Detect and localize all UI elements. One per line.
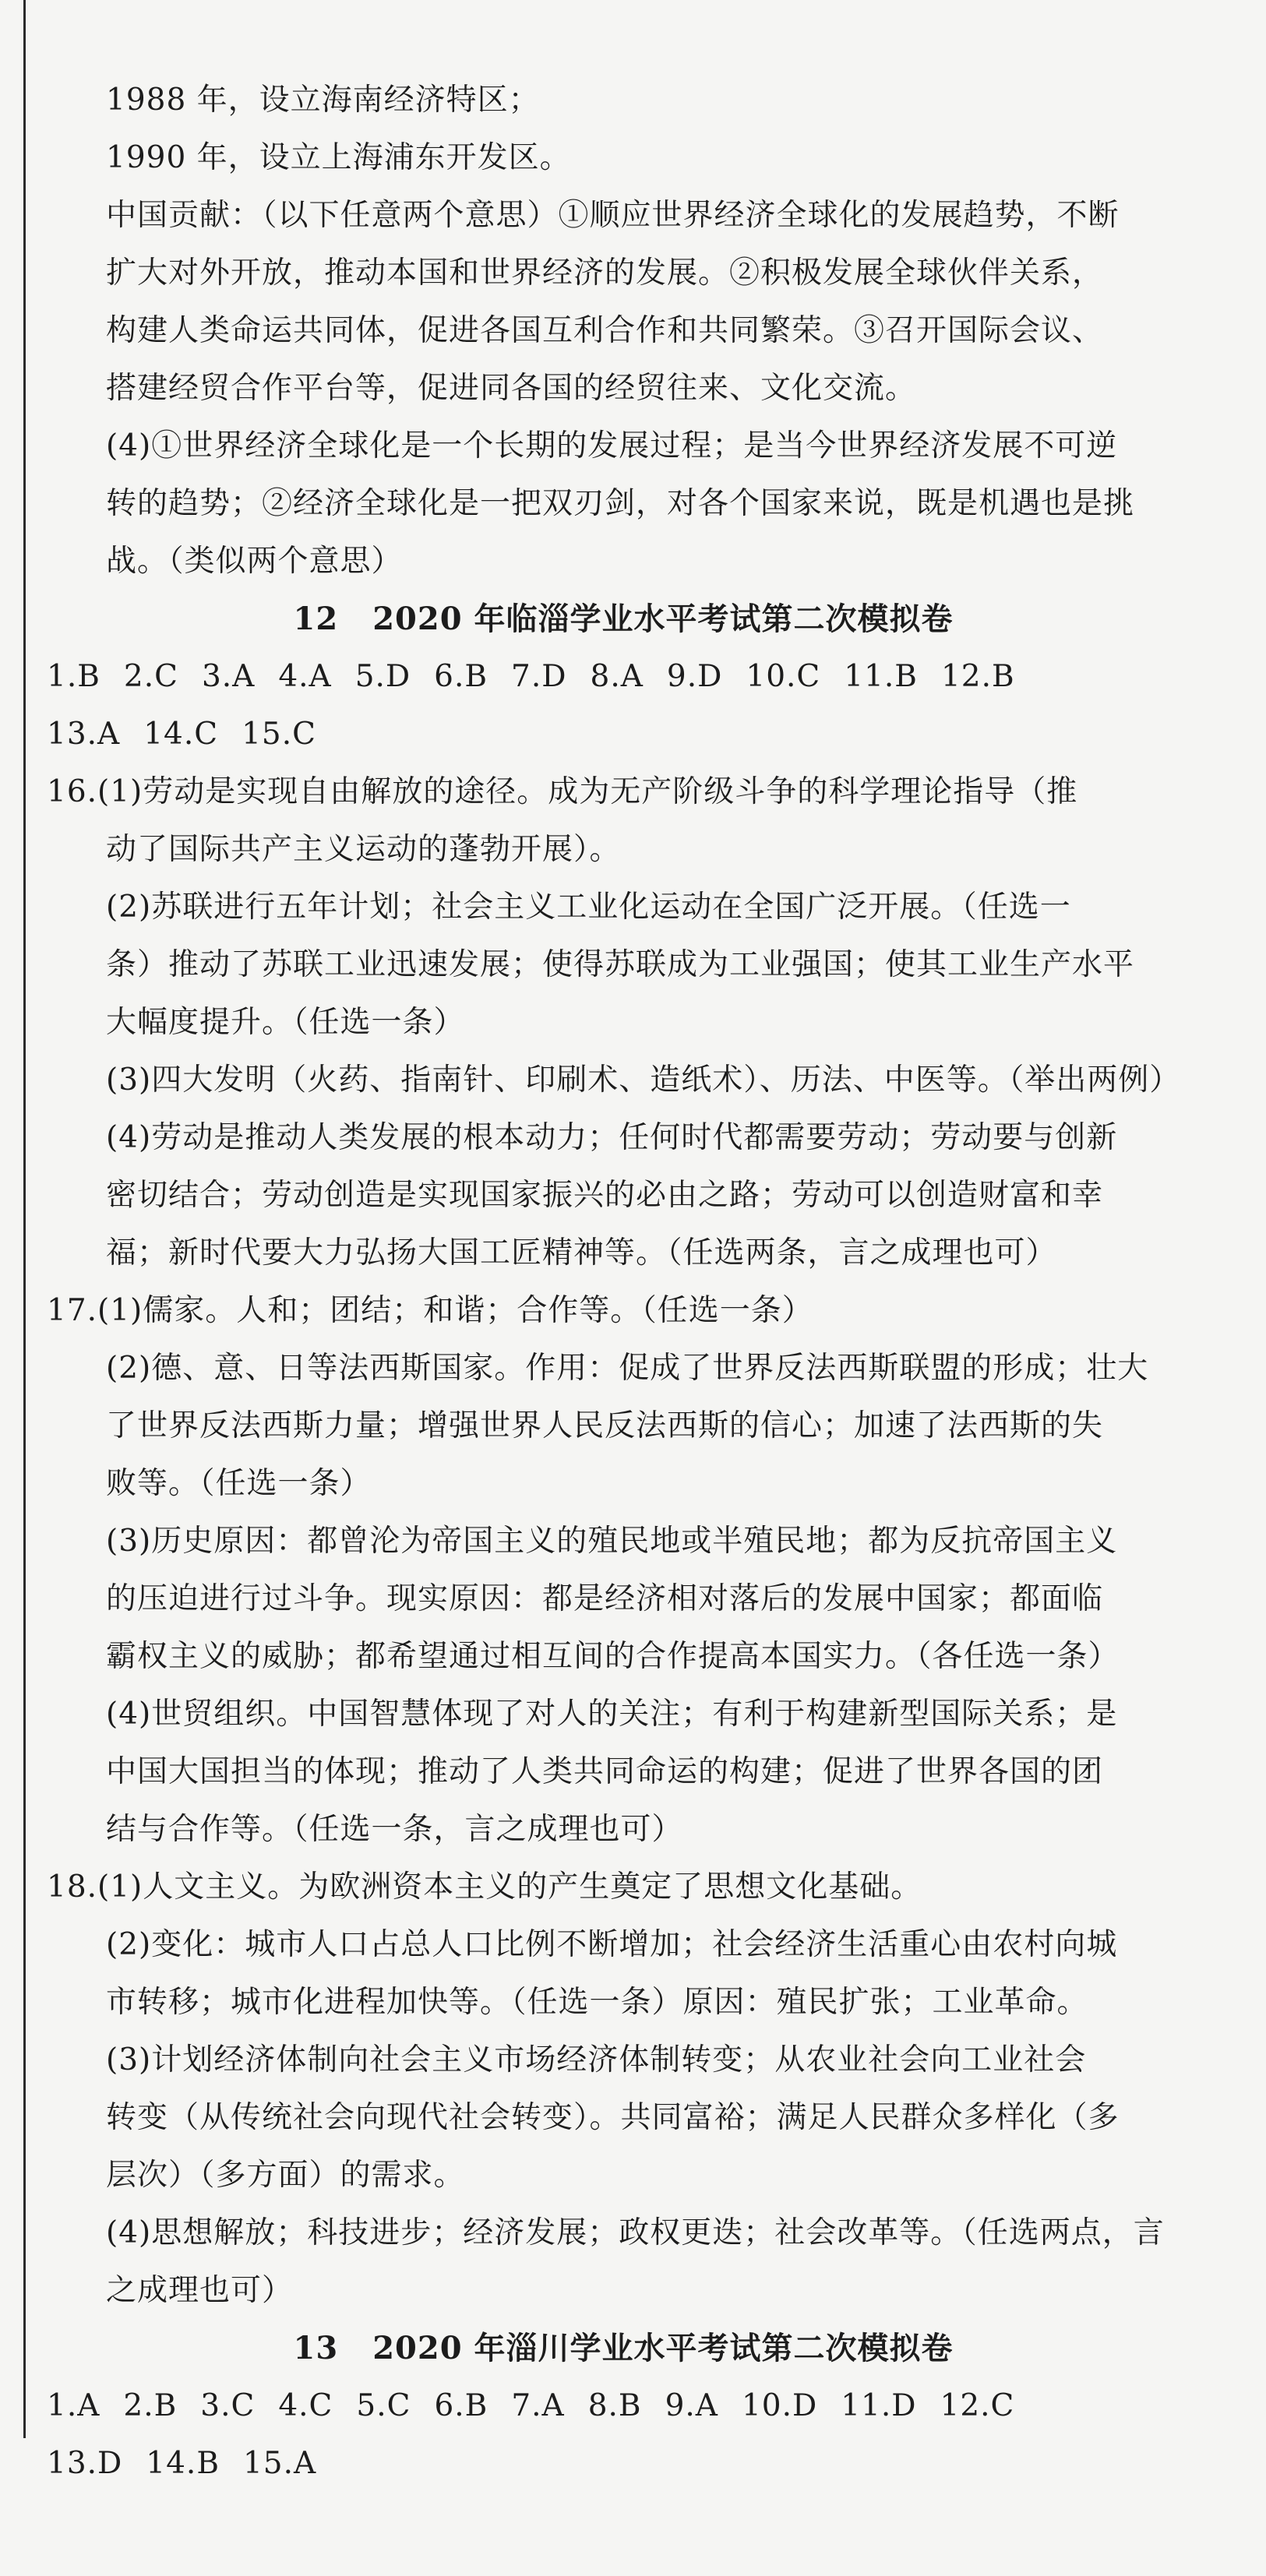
choice-answer: 1.B xyxy=(47,659,101,694)
choice-answer: 6.B xyxy=(434,2388,488,2423)
choice-answer: 7.A xyxy=(511,2388,565,2423)
choice-answer: 14.B xyxy=(146,2446,220,2481)
question-line: (4)世贸组织。中国智慧体现了对人的关注；有利于构建新型国际关系；是 xyxy=(106,1697,1118,1732)
question-line: 转变（从传统社会向现代社会转变）。共同富裕；满足人民群众多样化（多 xyxy=(106,2100,1120,2135)
text-line: 1990 年，设立上海浦东开发区。 xyxy=(106,140,571,175)
choice-answers-row xyxy=(47,2377,1153,2435)
choice-answer: 10.C xyxy=(746,659,821,694)
choice-answer: 1.A xyxy=(47,2388,101,2423)
choice-answer: 13.A xyxy=(47,717,121,752)
choice-answers-row xyxy=(47,648,1153,706)
question-line: 大幅度提升。（任选一条） xyxy=(106,1005,465,1040)
question-line: (4)思想解放；科技进步；经济发展；政权更迭；社会改革等。（任选两点，言 xyxy=(106,2215,1165,2250)
text-line: 转的趋势；②经济全球化是一把双刃剑，对各个国家来说，既是机遇也是挑 xyxy=(106,486,1135,521)
question-line: (2)德、意、日等法西斯国家。作用：促成了世界反法西斯联盟的形成；壮大 xyxy=(106,1351,1149,1386)
question-line: 17.(1)儒家。人和；团结；和谐；合作等。（任选一条） xyxy=(47,1293,813,1328)
choice-answer: 4.C xyxy=(278,2388,333,2423)
question-line: 动了国际共产主义运动的蓬勃开展）。 xyxy=(106,832,621,867)
section-number: 13 xyxy=(293,2330,339,2366)
question-line: 18.(1)人文主义。为欧洲资本主义的产生奠定了思想文化基础。 xyxy=(47,1869,922,1905)
choice-answer: 12.C xyxy=(940,2388,1015,2423)
question-line: 的压迫进行过斗争。现实原因：都是经济相对落后的发展中国家；都面临 xyxy=(106,1581,1104,1616)
choice-answer: 15.A xyxy=(242,2446,317,2481)
text-line: 1988 年，设立海南经济特区； xyxy=(106,83,540,118)
choice-answer: 2.C xyxy=(123,659,178,694)
section-number: 12 xyxy=(293,601,339,637)
choice-answer: 3.A xyxy=(201,659,256,694)
choice-answer: 14.C xyxy=(143,717,219,752)
question-line: 条）推动了苏联工业迅速发展；使得苏联成为工业强国；使其工业生产水平 xyxy=(106,947,1135,982)
text-line: 扩大对外开放，推动本国和世界经济的发展。②积极发展全球伙伴关系， xyxy=(106,255,1104,291)
question-line: 市转移；城市化进程加快等。（任选一条）原因：殖民扩张；工业革命。 xyxy=(106,1985,1088,2020)
choice-answers-row xyxy=(47,2435,1153,2493)
question-line: (3)计划经济体制向社会主义市场经济体制转变；从农业社会向工业社会 xyxy=(106,2042,1087,2077)
margin-line xyxy=(23,0,26,2438)
choice-answer: 9.D xyxy=(666,659,723,694)
text-line: 中国贡献：（以下任意两个意思）①顺应世界经济全球化的发展趋势，不断 xyxy=(106,198,1120,233)
question-line: (2)变化：城市人口占总人口比例不断增加；社会经济生活重心由农村向城 xyxy=(106,1927,1118,1962)
choice-answer: 2.B xyxy=(123,2388,178,2423)
choice-answer: 15.C xyxy=(242,717,316,752)
question-line: 福；新时代要大力弘扬大国工匠精神等。（任选两条，言之成理也可） xyxy=(106,1235,1057,1270)
question-line: (3)四大发明（火药、指南针、印刷术、造纸术）、历法、中医等。（举出两例） xyxy=(106,1062,1181,1098)
choice-answer: 5.C xyxy=(356,2388,411,2423)
choice-answer: 13.D xyxy=(47,2446,123,2481)
answer-page xyxy=(47,72,1181,2493)
question-line: 霸权主义的威胁；都希望通过相互间的合作提高本国实力。（各任选一条） xyxy=(106,1639,1120,1674)
choice-answer: 9.A xyxy=(665,2388,718,2423)
text-line: 战。（类似两个意思） xyxy=(106,544,403,579)
choice-answer: 12.B xyxy=(940,659,1015,694)
question-line: 之成理也可） xyxy=(106,2273,294,2308)
section-title: 2020 年临淄学业水平考试第二次模拟卷 xyxy=(372,601,954,637)
question-line: 16.(1)劳动是实现自由解放的途径。成为无产阶级斗争的科学理论指导（推 xyxy=(47,774,1078,809)
text-line: 搭建经贸合作平台等，促进同各国的经贸往来、文化交流。 xyxy=(106,371,917,406)
choice-answer: 11.B xyxy=(844,659,918,694)
section-title: 2020 年淄川学业水平考试第二次模拟卷 xyxy=(372,2330,954,2366)
choice-answers-row xyxy=(47,706,1153,763)
question-line: 败等。（任选一条） xyxy=(106,1466,372,1501)
choice-answer: 10.D xyxy=(741,2388,818,2423)
choice-answer: 3.C xyxy=(200,2388,256,2423)
question-line: 了世界反法西斯力量；增强世界人民反法西斯的信心；加速了法西斯的失 xyxy=(106,1408,1104,1443)
section-heading xyxy=(47,590,1153,648)
question-line: (2)苏联进行五年计划；社会主义工业化运动在全国广泛开展。（任选一 xyxy=(106,890,1071,925)
choice-answer: 5.D xyxy=(354,659,411,694)
choice-answer: 8.B xyxy=(587,2388,642,2423)
choice-answer: 11.D xyxy=(841,2388,917,2423)
question-line: (4)劳动是推动人类发展的根本动力；任何时代都需要劳动；劳动要与创新 xyxy=(106,1120,1118,1155)
choice-answer: 8.A xyxy=(590,659,644,694)
text-line: 构建人类命运共同体，促进各国互利合作和共同繁荣。③召开国际会议、 xyxy=(106,313,1104,348)
question-line: 密切结合；劳动创造是实现国家振兴的必由之路；劳动可以创造财富和幸 xyxy=(106,1178,1104,1213)
section-heading xyxy=(47,2320,1153,2377)
choice-answer: 6.B xyxy=(434,659,488,694)
question-line: 层次）（多方面）的需求。 xyxy=(106,2158,465,2193)
choice-answer: 7.D xyxy=(511,659,567,694)
choice-answer: 4.A xyxy=(278,659,332,694)
question-line: (3)历史原因：都曾沦为帝国主义的殖民地或半殖民地；都为反抗帝国主义 xyxy=(106,1524,1118,1559)
text-line: (4)①世界经济全球化是一个长期的发展过程；是当今世界经济发展不可逆 xyxy=(106,428,1118,463)
question-line: 结与合作等。（任选一条，言之成理也可） xyxy=(106,1812,683,1847)
question-line: 中国大国担当的体现；推动了人类共同命运的构建；促进了世界各国的团 xyxy=(106,1754,1104,1789)
